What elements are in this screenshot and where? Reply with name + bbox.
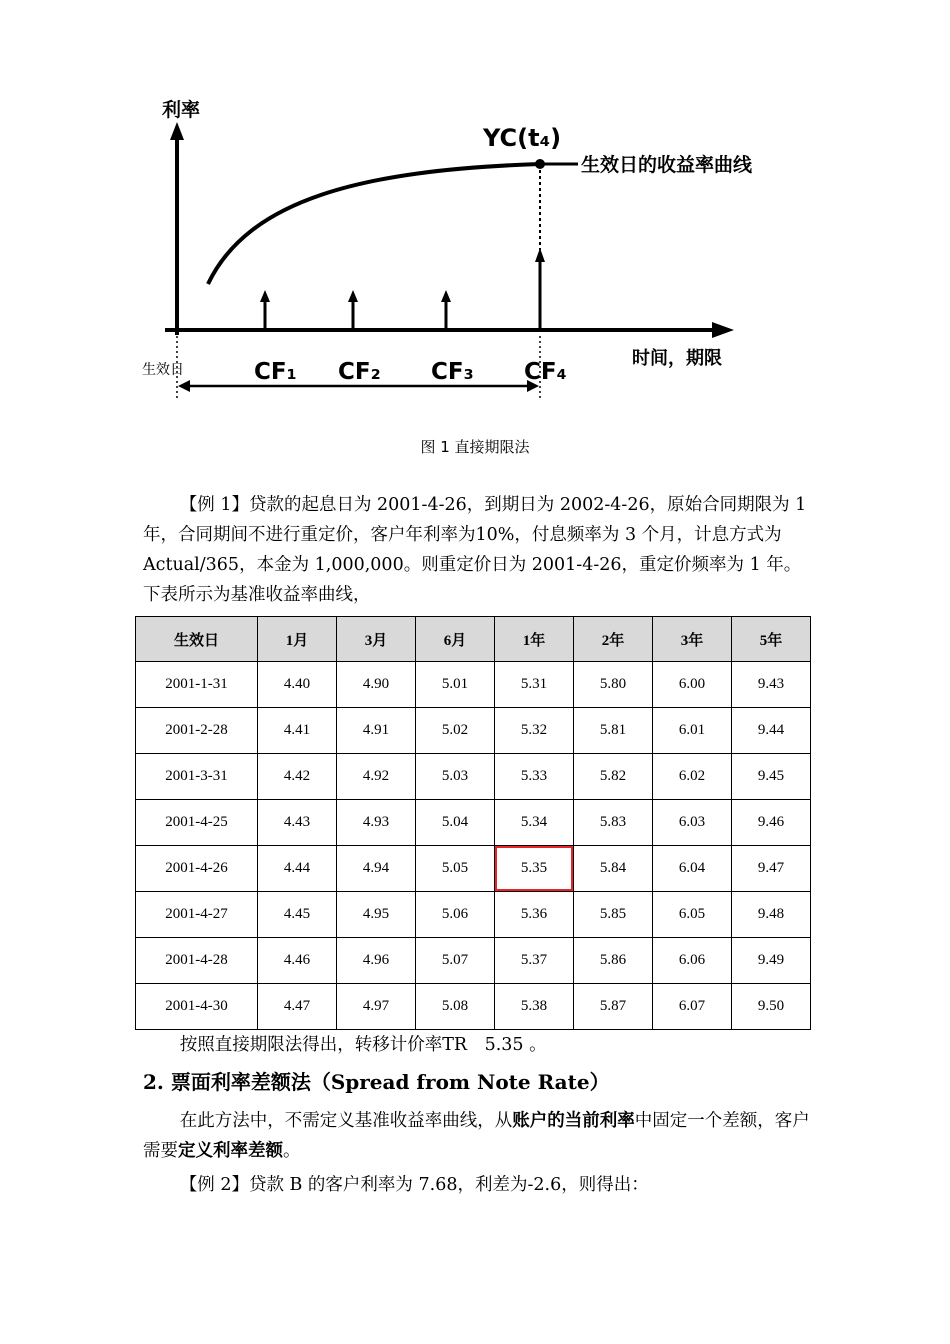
table-cell-rate: 4.94 [337,846,416,892]
table-cell-date: 2001-1-31 [136,662,258,708]
table-cell-rate: 9.44 [732,708,811,754]
table-cell-rate: 4.97 [337,984,416,1030]
table-cell-rate: 5.85 [574,892,653,938]
table-cell-rate: 5.03 [416,754,495,800]
table-cell-rate: 6.06 [653,938,732,984]
table-cell-date: 2001-3-31 [136,754,258,800]
direct-term-diagram [0,0,950,420]
table-cell-rate: 9.48 [732,892,811,938]
table-cell-rate: 5.34 [495,800,574,846]
table-cell-date: 2001-4-27 [136,892,258,938]
table-row [136,754,811,800]
table-cell-rate: 5.07 [416,938,495,984]
header-3m: 3月 [337,617,416,662]
table-row [136,892,811,938]
header-6m: 6月 [416,617,495,662]
table-cell-rate: 4.95 [337,892,416,938]
table-cell-rate: 5.05 [416,846,495,892]
header-2y: 2年 [574,617,653,662]
table-cell-rate: 4.42 [258,754,337,800]
example1-paragraph: 【例 1】贷款的起息日为 2001-4-26，到期日为 2002-4-26，原始合同期限为 1 年，合同期间不进行重定价，客户年利率为10%，付息频率为 3 个月，计息方式为 Actual/365，本金为 1,000,000。则重定价日为 2001-4-26，重定价频率为 1 年。下表所示为基准收益率曲线， [143,495,807,605]
table-cell-rate: 4.45 [258,892,337,938]
table-cell-rate: 6.03 [653,800,732,846]
bold-current-rate: 账户的当前利率 [512,1111,635,1131]
table-row [136,800,811,846]
table-cell-rate: 5.32 [495,708,574,754]
table-cell-rate: 5.01 [416,662,495,708]
table-cell-rate: 5.83 [574,800,653,846]
table-cell-rate: 9.49 [732,938,811,984]
table-cell-rate: 5.82 [574,754,653,800]
table-cell-rate: 5.38 [495,984,574,1030]
table-cell-rate: 4.41 [258,708,337,754]
table-cell-rate: 4.44 [258,846,337,892]
table-cell-rate: 9.47 [732,846,811,892]
table-cell-rate: 6.02 [653,754,732,800]
table-cell-rate: 4.90 [337,662,416,708]
table-cell-date: 2001-4-26 [136,846,258,892]
curve-label: 生效日的收益率曲线 [581,154,753,176]
header-3y: 3年 [653,617,732,662]
cf2-label: CF₂ [338,359,381,385]
table-cell-date: 2001-4-25 [136,800,258,846]
table-cell-rate: 5.87 [574,984,653,1030]
table-cell-rate: 4.46 [258,938,337,984]
point-label: YC(t₄) [483,124,562,152]
bold-define-spread: 定义利率差额 [178,1141,283,1161]
table-row [136,984,811,1030]
table-cell-date: 2001-2-28 [136,708,258,754]
table-row [136,938,811,984]
table-cell-rate: 4.91 [337,708,416,754]
table-cell-rate: 5.80 [574,662,653,708]
table-cell-rate: 6.07 [653,984,732,1030]
table-cell-rate: 4.96 [337,938,416,984]
table-cell-rate: 9.45 [732,754,811,800]
header-1y: 1年 [495,617,574,662]
figure-caption: 图 1 直接期限法 [420,438,530,456]
table-cell-rate: 6.01 [653,708,732,754]
table-cell-rate: 5.37 [495,938,574,984]
table-cell-rate: 5.84 [574,846,653,892]
table-cell-rate: 5.81 [574,708,653,754]
y-axis-label: 利率 [162,99,201,121]
table-cell-rate: 4.43 [258,800,337,846]
table-cell-rate: 5.02 [416,708,495,754]
header-effective-date: 生效日 [136,617,258,662]
table-cell-rate: 5.04 [416,800,495,846]
table-cell-rate: 5.35 [495,846,574,892]
header-1m: 1月 [258,617,337,662]
table-cell-rate: 5.36 [495,892,574,938]
example2-paragraph: 【例 2】贷款 B 的客户利率为 7.68，利差为-2.6，则得出： [179,1175,649,1195]
table-cell-rate: 9.50 [732,984,811,1030]
x-axis-label: 时间，期限 [632,348,722,369]
table-cell-rate: 4.92 [337,754,416,800]
table-cell-rate: 5.31 [495,662,574,708]
table-cell-rate: 4.47 [258,984,337,1030]
table-cell-date: 2001-4-28 [136,938,258,984]
table-cell-rate: 6.00 [653,662,732,708]
table-cell-rate: 5.33 [495,754,574,800]
cf1-label: CF₁ [254,359,297,385]
table-cell-rate: 6.04 [653,846,732,892]
yield-curve [208,164,540,284]
table-header-row [136,617,811,662]
table-cell-rate: 5.06 [416,892,495,938]
origin-label: 生效日 [142,362,184,378]
method-paragraph: 在此方法中，不需定义基准收益率曲线，从账户的当前利率中固定一个差额，客户需要定义利率差额。 [143,1111,810,1161]
table-cell-rate: 4.93 [337,800,416,846]
table-cell-rate: 6.05 [653,892,732,938]
section-heading: 2. 票面利率差额法（Spread from Note Rate） [143,1070,610,1094]
table-cell-rate: 9.46 [732,800,811,846]
cf4-label: CF₄ [524,359,567,385]
table-cell-rate: 5.86 [574,938,653,984]
header-5y: 5年 [732,617,811,662]
table-row [136,708,811,754]
table-row [136,846,811,892]
table-cell-date: 2001-4-30 [136,984,258,1030]
highlight-box [495,846,573,891]
result-text: 按照直接期限法得出，转移计价率TR 5.35 。 [179,1035,547,1055]
cf3-label: CF₃ [431,359,474,385]
table-cell-rate: 5.08 [416,984,495,1030]
table-cell-rate: 9.43 [732,662,811,708]
table-row [136,662,811,708]
yield-curve-table [135,616,811,1030]
yc-point [535,159,545,169]
table-cell-rate: 4.40 [258,662,337,708]
